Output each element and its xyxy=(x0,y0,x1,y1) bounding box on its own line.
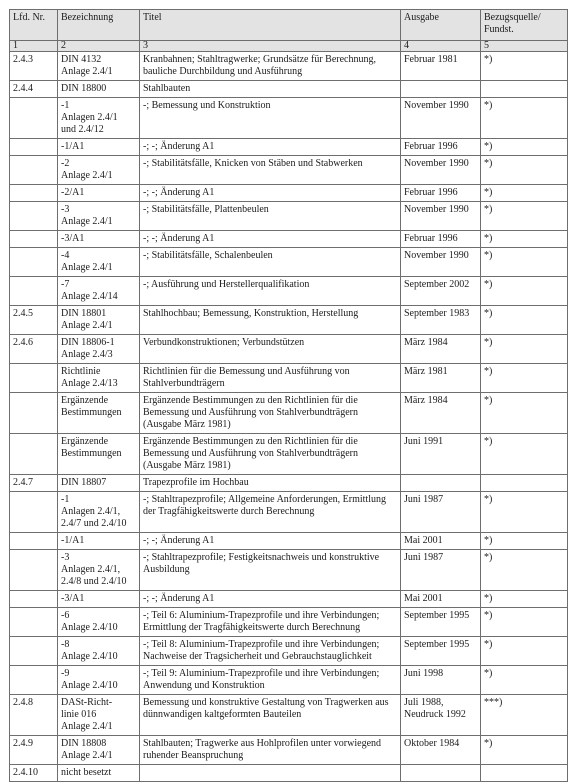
cell-bezugsquelle: *) xyxy=(481,550,568,591)
cell-bezugsquelle xyxy=(481,765,568,782)
cell-bezeichnung: -7 Anlage 2.4/14 xyxy=(58,277,140,306)
cell-lfd-nr: 2.4.6 xyxy=(10,335,58,364)
cell-ausgabe: Februar 1981 xyxy=(401,52,481,81)
cell-ausgabe: November 1990 xyxy=(401,202,481,231)
cell-bezugsquelle: *) xyxy=(481,736,568,765)
cell-lfd-nr xyxy=(10,156,58,185)
cell-titel: -; Stabilitätsfälle, Schalenbeulen xyxy=(140,248,401,277)
cell-lfd-nr: 2.4.4 xyxy=(10,81,58,98)
cell-titel: -; Bemessung und Konstruktion xyxy=(140,98,401,139)
table-row xyxy=(10,591,568,608)
cell-bezeichnung: -6 Anlage 2.4/10 xyxy=(58,608,140,637)
table-row xyxy=(10,306,568,335)
cell-titel: -; Stahltrapezprofile; Festigkeitsnachweis und konstruktive Ausbildung xyxy=(140,550,401,591)
cell-ausgabe xyxy=(401,475,481,492)
cell-ausgabe: Juni 1987 xyxy=(401,492,481,533)
cell-titel: Bemessung und konstruktive Gestaltung von Tragwerken aus dünnwandigen kaltgeformten Bauteilen xyxy=(140,695,401,736)
cell-lfd-nr xyxy=(10,248,58,277)
table-row xyxy=(10,608,568,637)
cell-bezugsquelle: *) xyxy=(481,637,568,666)
cell-bezeichnung: -1 Anlagen 2.4/1 und 2.4/12 xyxy=(58,98,140,139)
cell-bezugsquelle xyxy=(481,81,568,98)
cell-bezeichnung: DASt-Richt- linie 016 Anlage 2.4/1 xyxy=(58,695,140,736)
cell-bezugsquelle: *) xyxy=(481,666,568,695)
cell-bezugsquelle: ***) xyxy=(481,695,568,736)
cell-ausgabe: Juni 1991 xyxy=(401,434,481,475)
cell-lfd-nr: 2.4.5 xyxy=(10,306,58,335)
cell-lfd-nr xyxy=(10,202,58,231)
cell-bezugsquelle: *) xyxy=(481,306,568,335)
cell-titel: -; Stabilitätsfälle, Plattenbeulen xyxy=(140,202,401,231)
table-row xyxy=(10,550,568,591)
cell-ausgabe: November 1990 xyxy=(401,156,481,185)
cell-lfd-nr: 2.4.7 xyxy=(10,475,58,492)
cell-bezeichnung: Ergänzende Bestimmungen xyxy=(58,393,140,434)
cell-lfd-nr xyxy=(10,492,58,533)
table-row xyxy=(10,765,568,782)
header-num-4: 4 xyxy=(401,41,481,52)
cell-lfd-nr: 2.4.9 xyxy=(10,736,58,765)
cell-lfd-nr xyxy=(10,231,58,248)
cell-titel: -; Teil 9: Aluminium-Trapezprofile und ihre Verbindungen; Anwendung und Konstruktion xyxy=(140,666,401,695)
cell-ausgabe: September 2002 xyxy=(401,277,481,306)
cell-lfd-nr xyxy=(10,393,58,434)
cell-bezeichnung: -4 Anlage 2.4/1 xyxy=(58,248,140,277)
cell-bezugsquelle: *) xyxy=(481,533,568,550)
cell-bezeichnung: -3 Anlage 2.4/1 xyxy=(58,202,140,231)
cell-bezeichnung: DIN 18807 xyxy=(58,475,140,492)
header-num-2: 2 xyxy=(58,41,140,52)
cell-titel: Trapezprofile im Hochbau xyxy=(140,475,401,492)
cell-titel: -; Stabilitätsfälle, Knicken von Stäben und Stabwerken xyxy=(140,156,401,185)
cell-titel: -; Teil 6: Aluminium-Trapezprofile und ihre Verbindungen; Ermittlung der Tragfähigkeitswerte durch Berechnung xyxy=(140,608,401,637)
cell-titel: Kranbahnen; Stahltragwerke; Grundsätze für Berechnung, bauliche Durchbildung und Ausführung xyxy=(140,52,401,81)
cell-ausgabe: November 1990 xyxy=(401,98,481,139)
cell-ausgabe: November 1990 xyxy=(401,248,481,277)
table-row xyxy=(10,139,568,156)
cell-ausgabe: März 1984 xyxy=(401,393,481,434)
cell-ausgabe: September 1983 xyxy=(401,306,481,335)
cell-bezugsquelle: *) xyxy=(481,434,568,475)
cell-titel: -; Stahltrapezprofile; Allgemeine Anforderungen, Ermittlung der Tragfähigkeitswerte durch Berechnung xyxy=(140,492,401,533)
cell-bezeichnung: -3/A1 xyxy=(58,231,140,248)
header-number-row xyxy=(10,41,568,52)
cell-bezeichnung: -9 Anlage 2.4/10 xyxy=(58,666,140,695)
cell-titel: Richtlinien für die Bemessung und Ausführung von Stahlverbundträgern xyxy=(140,364,401,393)
cell-bezeichnung: DIN 18800 xyxy=(58,81,140,98)
cell-ausgabe xyxy=(401,765,481,782)
cell-bezeichnung: -3 Anlagen 2.4/1, 2.4/8 und 2.4/10 xyxy=(58,550,140,591)
cell-bezugsquelle: *) xyxy=(481,52,568,81)
cell-ausgabe: Juni 1998 xyxy=(401,666,481,695)
table-row xyxy=(10,666,568,695)
header-bezeichnung: Bezeichnung xyxy=(58,10,140,41)
cell-ausgabe xyxy=(401,81,481,98)
table-row xyxy=(10,393,568,434)
cell-lfd-nr xyxy=(10,98,58,139)
table-row xyxy=(10,637,568,666)
cell-titel xyxy=(140,765,401,782)
cell-bezugsquelle: *) xyxy=(481,202,568,231)
header-lfd-nr: Lfd. Nr. xyxy=(10,10,58,41)
cell-titel: Stahlbauten; Tragwerke aus Hohlprofilen unter vorwiegend ruhender Beanspruchung xyxy=(140,736,401,765)
cell-bezeichnung: -2 Anlage 2.4/1 xyxy=(58,156,140,185)
table-row xyxy=(10,231,568,248)
cell-bezeichnung: nicht besetzt xyxy=(58,765,140,782)
cell-lfd-nr: 2.4.10 xyxy=(10,765,58,782)
cell-bezugsquelle xyxy=(481,475,568,492)
table-row xyxy=(10,736,568,765)
cell-titel: Verbundkonstruktionen; Verbundstützen xyxy=(140,335,401,364)
header-titel: Titel xyxy=(140,10,401,41)
cell-bezugsquelle: *) xyxy=(481,185,568,202)
cell-lfd-nr: 2.4.3 xyxy=(10,52,58,81)
cell-bezugsquelle: *) xyxy=(481,277,568,306)
table-row xyxy=(10,335,568,364)
cell-ausgabe: Mai 2001 xyxy=(401,533,481,550)
table-row xyxy=(10,202,568,231)
cell-ausgabe: Juli 1988, Neudruck 1992 xyxy=(401,695,481,736)
cell-lfd-nr xyxy=(10,608,58,637)
cell-lfd-nr xyxy=(10,637,58,666)
cell-bezeichnung: -3/A1 xyxy=(58,591,140,608)
standards-table xyxy=(9,9,568,782)
cell-bezugsquelle: *) xyxy=(481,231,568,248)
table-header xyxy=(10,10,568,52)
cell-lfd-nr xyxy=(10,139,58,156)
cell-ausgabe: März 1981 xyxy=(401,364,481,393)
table-row xyxy=(10,52,568,81)
cell-bezeichnung: Ergänzende Bestimmungen xyxy=(58,434,140,475)
header-num-1: 1 xyxy=(10,41,58,52)
cell-titel: -; -; Änderung A1 xyxy=(140,231,401,248)
table-row xyxy=(10,185,568,202)
cell-bezugsquelle: *) xyxy=(481,139,568,156)
cell-ausgabe: September 1995 xyxy=(401,608,481,637)
cell-lfd-nr xyxy=(10,277,58,306)
cell-lfd-nr xyxy=(10,550,58,591)
cell-bezugsquelle: *) xyxy=(481,335,568,364)
cell-titel: Stahlbauten xyxy=(140,81,401,98)
cell-titel: -; Teil 8: Aluminium-Trapezprofile und ihre Verbindungen; Nachweise der Tragsicherheit und Gebrauchstauglichkeit xyxy=(140,637,401,666)
cell-lfd-nr xyxy=(10,364,58,393)
cell-bezugsquelle: *) xyxy=(481,156,568,185)
table-row xyxy=(10,277,568,306)
cell-ausgabe: Juni 1987 xyxy=(401,550,481,591)
cell-titel: -; Ausführung und Herstellerqualifikation xyxy=(140,277,401,306)
table-row xyxy=(10,695,568,736)
cell-bezugsquelle: *) xyxy=(481,492,568,533)
cell-ausgabe: Februar 1996 xyxy=(401,139,481,156)
cell-lfd-nr: 2.4.8 xyxy=(10,695,58,736)
table-row xyxy=(10,248,568,277)
cell-bezugsquelle: *) xyxy=(481,364,568,393)
cell-lfd-nr xyxy=(10,185,58,202)
table-row xyxy=(10,156,568,185)
cell-bezeichnung: -1/A1 xyxy=(58,533,140,550)
table-row xyxy=(10,533,568,550)
table-row xyxy=(10,81,568,98)
header-bezugsquelle: Bezugsquelle/ Fundst. xyxy=(481,10,568,41)
cell-titel: -; -; Änderung A1 xyxy=(140,185,401,202)
cell-lfd-nr xyxy=(10,591,58,608)
cell-bezeichnung: DIN 4132 Anlage 2.4/1 xyxy=(58,52,140,81)
cell-titel: -; -; Änderung A1 xyxy=(140,533,401,550)
cell-lfd-nr xyxy=(10,434,58,475)
cell-ausgabe: Februar 1996 xyxy=(401,231,481,248)
table-row xyxy=(10,475,568,492)
cell-bezugsquelle: *) xyxy=(481,608,568,637)
cell-bezeichnung: DIN 18801 Anlage 2.4/1 xyxy=(58,306,140,335)
cell-lfd-nr xyxy=(10,666,58,695)
document-page xyxy=(9,9,567,782)
header-num-5: 5 xyxy=(481,41,568,52)
table-row xyxy=(10,492,568,533)
cell-bezugsquelle: *) xyxy=(481,98,568,139)
cell-lfd-nr xyxy=(10,533,58,550)
cell-bezeichnung: -8 Anlage 2.4/10 xyxy=(58,637,140,666)
cell-ausgabe: Mai 2001 xyxy=(401,591,481,608)
cell-ausgabe: Oktober 1984 xyxy=(401,736,481,765)
cell-bezeichnung: -1 Anlagen 2.4/1, 2.4/7 und 2.4/10 xyxy=(58,492,140,533)
header-row xyxy=(10,10,568,41)
cell-titel: Ergänzende Bestimmungen zu den Richtlinien für die Bemessung und Ausführung von Stahlverbundträgern (Ausgabe März 1981) xyxy=(140,393,401,434)
header-num-3: 3 xyxy=(140,41,401,52)
table-row xyxy=(10,434,568,475)
cell-bezugsquelle: *) xyxy=(481,591,568,608)
cell-titel: -; -; Änderung A1 xyxy=(140,591,401,608)
cell-bezeichnung: DIN 18808 Anlage 2.4/1 xyxy=(58,736,140,765)
cell-ausgabe: September 1995 xyxy=(401,637,481,666)
cell-bezeichnung: Richtlinie Anlage 2.4/13 xyxy=(58,364,140,393)
cell-titel: Stahlhochbau; Bemessung, Konstruktion, Herstellung xyxy=(140,306,401,335)
cell-titel: -; -; Änderung A1 xyxy=(140,139,401,156)
cell-bezeichnung: -1/A1 xyxy=(58,139,140,156)
cell-ausgabe: März 1984 xyxy=(401,335,481,364)
table-row xyxy=(10,98,568,139)
cell-bezugsquelle: *) xyxy=(481,248,568,277)
table-row xyxy=(10,364,568,393)
cell-ausgabe: Februar 1996 xyxy=(401,185,481,202)
header-ausgabe: Ausgabe xyxy=(401,10,481,41)
cell-bezugsquelle: *) xyxy=(481,393,568,434)
cell-bezeichnung: -2/A1 xyxy=(58,185,140,202)
cell-titel: Ergänzende Bestimmungen zu den Richtlinien für die Bemessung und Ausführung von Stahlverbundträgern (Ausgabe März 1981) xyxy=(140,434,401,475)
table-body xyxy=(10,52,568,782)
cell-bezeichnung: DIN 18806-1 Anlage 2.4/3 xyxy=(58,335,140,364)
